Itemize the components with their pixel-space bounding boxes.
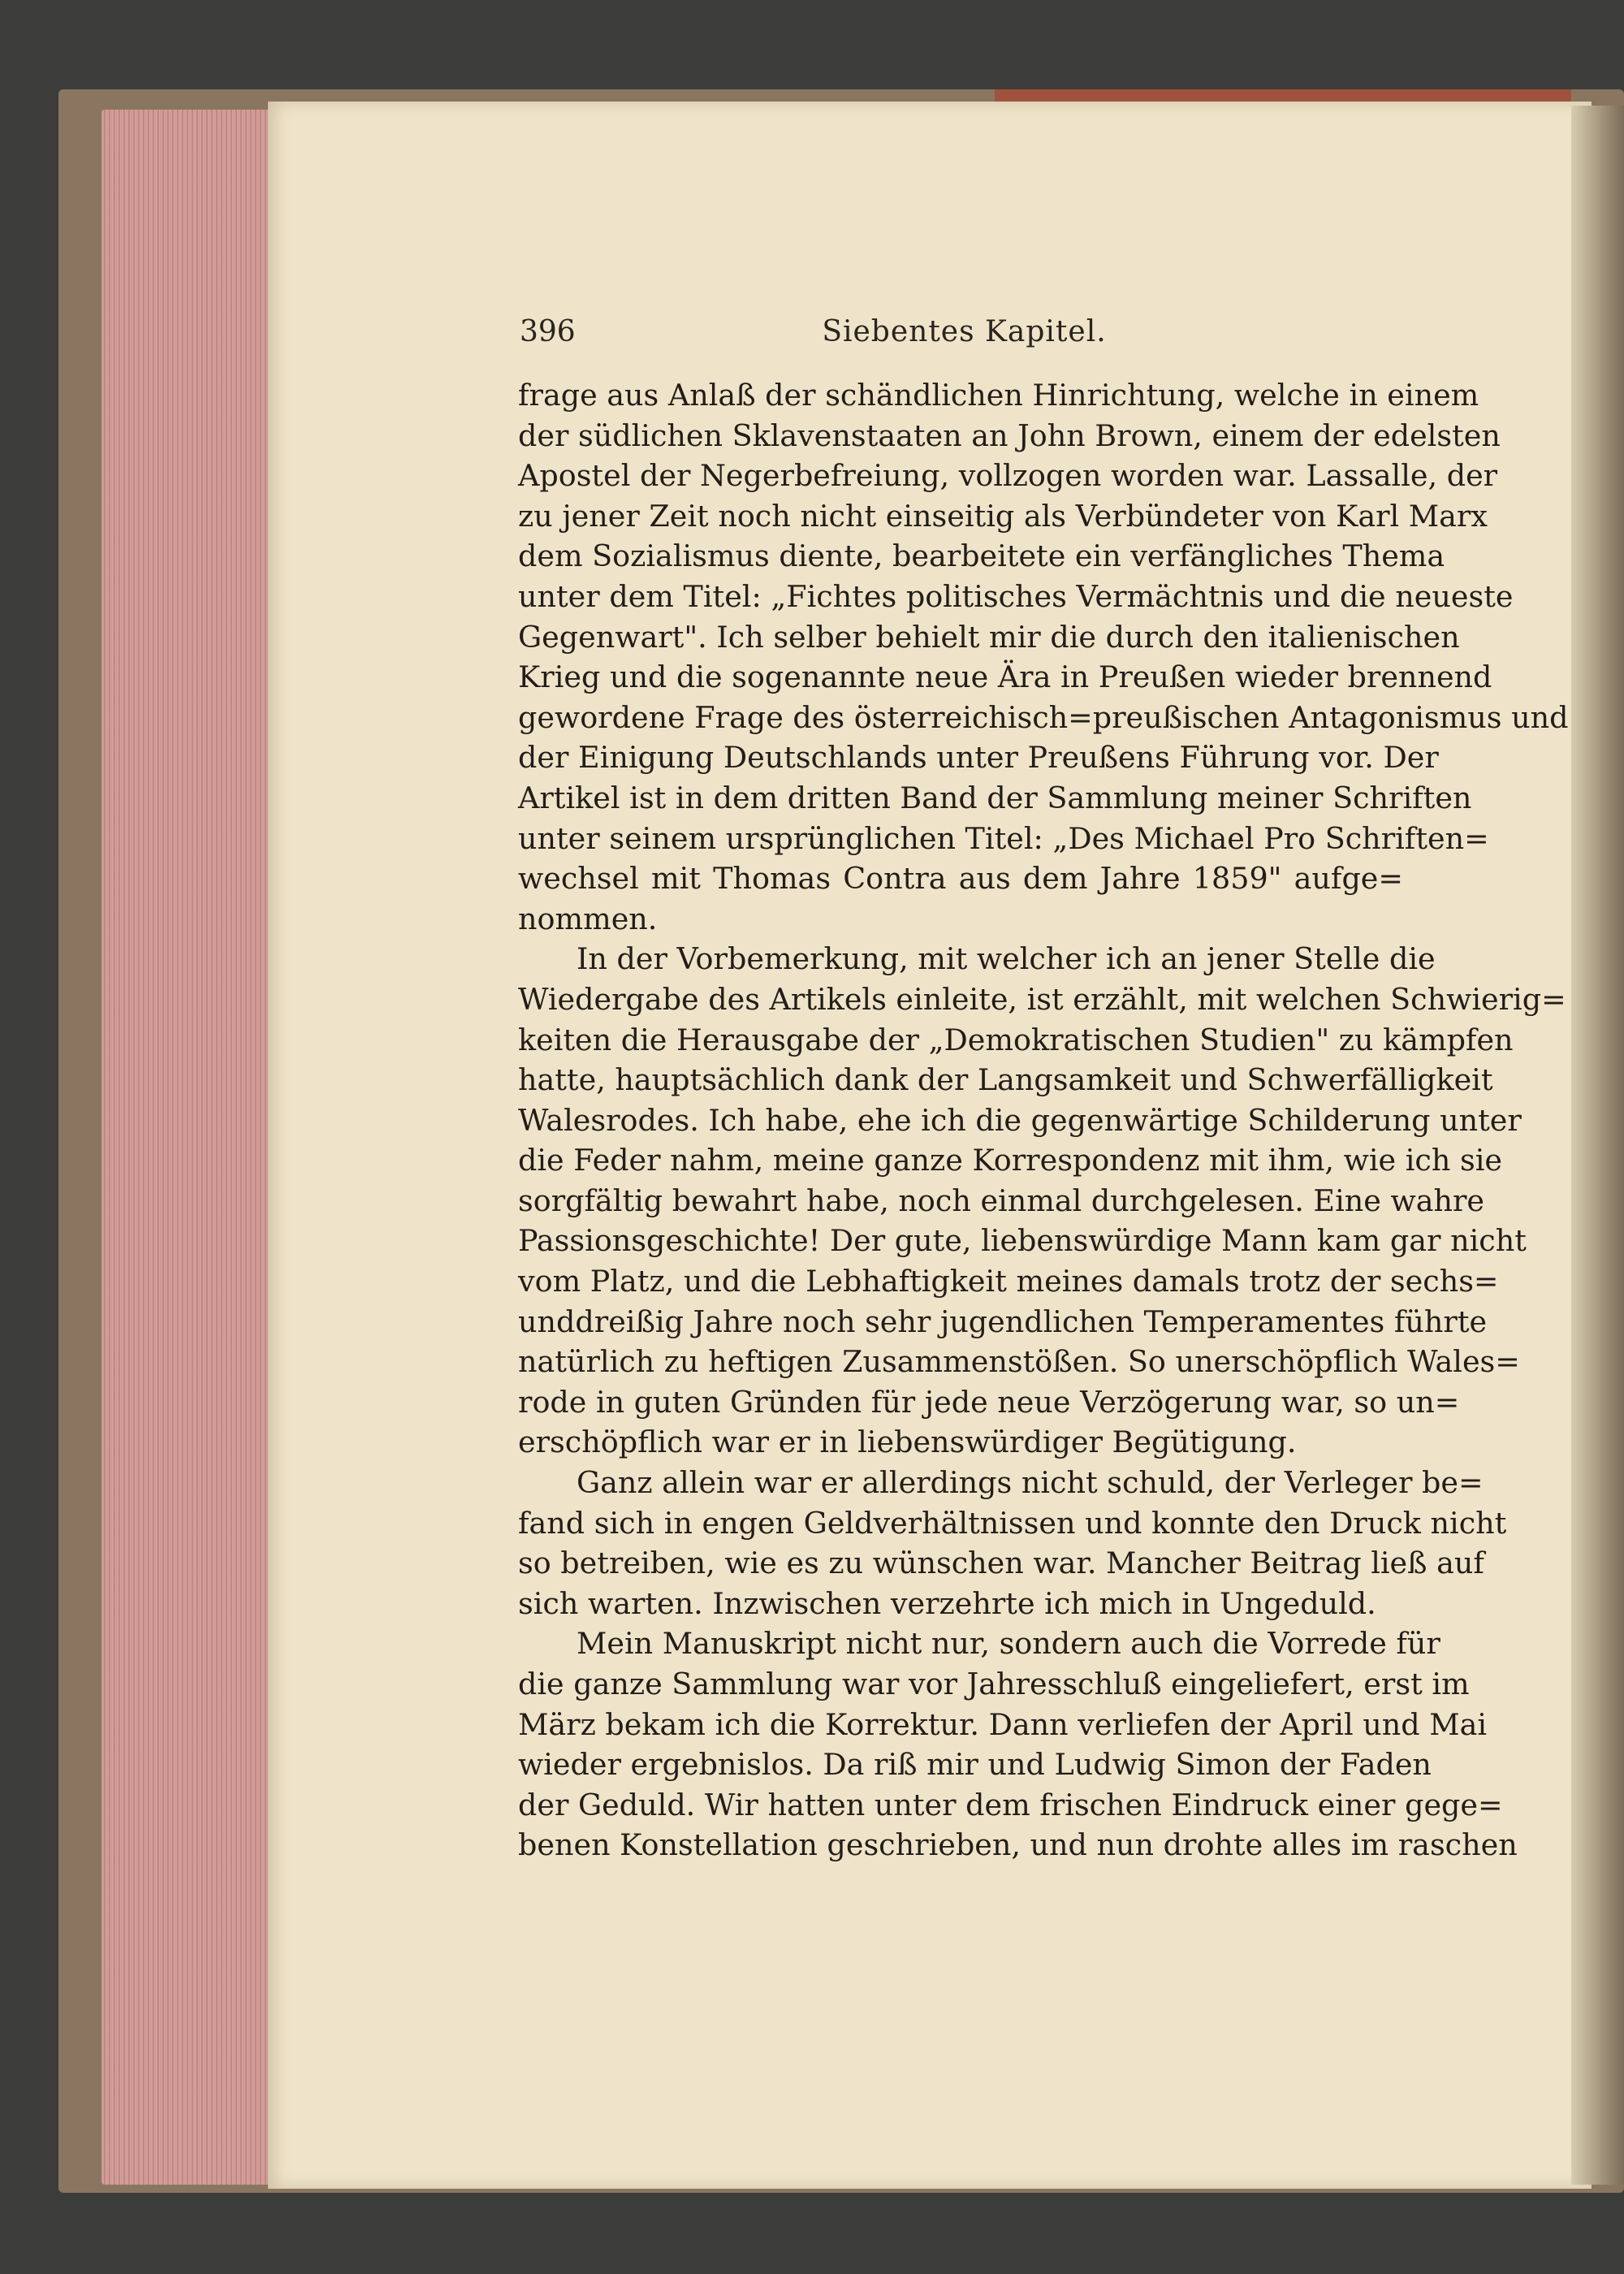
text-line: der Einigung Deutschlands unter Preußens Führung vor. Der: [518, 740, 1439, 776]
text-line: Artikel ist in dem dritten Band der Sammlung meiner Schriften: [518, 780, 1472, 815]
text-line: Krieg und die sogenannte neue Ära in Preußen wieder brennend: [518, 659, 1492, 695]
running-header: [520, 315, 1409, 356]
text-line: nommen.: [518, 901, 658, 936]
text-line: der südlichen Sklavenstaaten an John Brown, einem der edelsten: [518, 417, 1501, 453]
page-number: 396: [520, 315, 576, 348]
text-line: unddreißig Jahre noch sehr jugendlichen Temperamentes führte: [518, 1303, 1488, 1339]
text-line: Wiedergabe des Artikels einleite, ist erzählt, mit welchen Schwierig=: [518, 981, 1566, 1017]
text-line: die Feder nahm, meine ganze Korrespondenz mit ihm, wie ich sie: [518, 1143, 1502, 1178]
text-line: Passionsgeschichte! Der gute, liebenswürdige Mann kam gar nicht: [518, 1223, 1527, 1259]
text-line: erschöpflich war er in liebenswürdiger Begütigung.: [518, 1424, 1297, 1460]
page-edges: [102, 110, 276, 2185]
text-line: natürlich zu heftigen Zusammenstößen. So unerschöpflich Wales=: [518, 1344, 1520, 1380]
text-line: In der Vorbemerkung, mit welcher ich an jener Stelle die: [577, 941, 1436, 977]
text-line: wechsel mit Thomas Contra aus dem Jahre 1859" aufge=: [518, 861, 1403, 897]
text-line: rode in guten Gründen für jede neue Verzögerung war, so un=: [518, 1384, 1460, 1420]
text-line: unter dem Titel: „Fichtes politisches Vermächtnis und die neueste: [518, 578, 1514, 614]
text-line: keiten die Herausgabe der „Demokratischen Studien" zu kämpfen: [518, 1022, 1514, 1057]
text-line: zu jener Zeit noch nicht einseitig als Verbündeter von Karl Marx: [518, 498, 1488, 534]
text-line: gewordene Frage des österreichisch=preußischen Antagonismus und: [518, 699, 1569, 735]
text-line: wieder ergebnislos. Da riß mir und Ludwig Simon der Faden: [518, 1747, 1432, 1783]
text-line: Walesrodes. Ich habe, ehe ich die gegenwärtige Schilderung unter: [518, 1102, 1522, 1138]
text-line: dem Sozialismus diente, bearbeitete ein verfängliches Thema: [518, 538, 1445, 574]
text-line: Ganz allein war er allerdings nicht schuld, der Verleger be=: [577, 1465, 1484, 1501]
running-title: Siebentes Kapitel.: [822, 315, 1107, 348]
body-text: [518, 375, 1569, 1865]
text-line: so betreiben, wie es zu wünschen war. Mancher Beitrag ließ auf: [518, 1546, 1484, 1581]
text-line: die ganze Sammlung war vor Jahresschluß eingeliefert, erst im: [518, 1667, 1470, 1701]
text-line: vom Platz, und die Lebhaftigkeit meines damals trotz der sechs=: [518, 1264, 1499, 1299]
text-line: der Geduld. Wir hatten unter dem frischen Eindruck einer gege=: [518, 1787, 1503, 1822]
text-line: benen Konstellation geschrieben, und nun drohte alles im raschen: [518, 1827, 1518, 1863]
text-line: unter seinem ursprünglichen Titel: „Des Michael Pro Schriften=: [518, 820, 1489, 856]
text-line: frage aus Anlaß der schändlichen Hinrichtung, welche in einem: [518, 378, 1479, 413]
text-line: Mein Manuskript nicht nur, sondern auch die Vorrede für: [577, 1626, 1440, 1662]
text-line: hatte, hauptsächlich dank der Langsamkeit und Schwerfälligkeit: [518, 1062, 1493, 1098]
page-gutter: [1571, 106, 1624, 2185]
spine-strip: [995, 89, 1571, 102]
text-line: Gegenwart". Ich selber behielt mir die durch den italienischen: [518, 619, 1460, 655]
text-line: sich warten. Inzwischen verzehrte ich mich in Ungeduld.: [518, 1585, 1376, 1621]
text-line: sorgfältig bewahrt habe, noch einmal durchgelesen. Eine wahre: [518, 1182, 1485, 1218]
text-line: März bekam ich die Korrektur. Dann verliefen der April und Mai: [518, 1706, 1488, 1742]
text-line: Apostel der Negerbefreiung, vollzogen worden war. Lassalle, der: [518, 458, 1498, 494]
text-line: fand sich in engen Geldverhältnissen und konnte den Druck nicht: [518, 1505, 1507, 1541]
